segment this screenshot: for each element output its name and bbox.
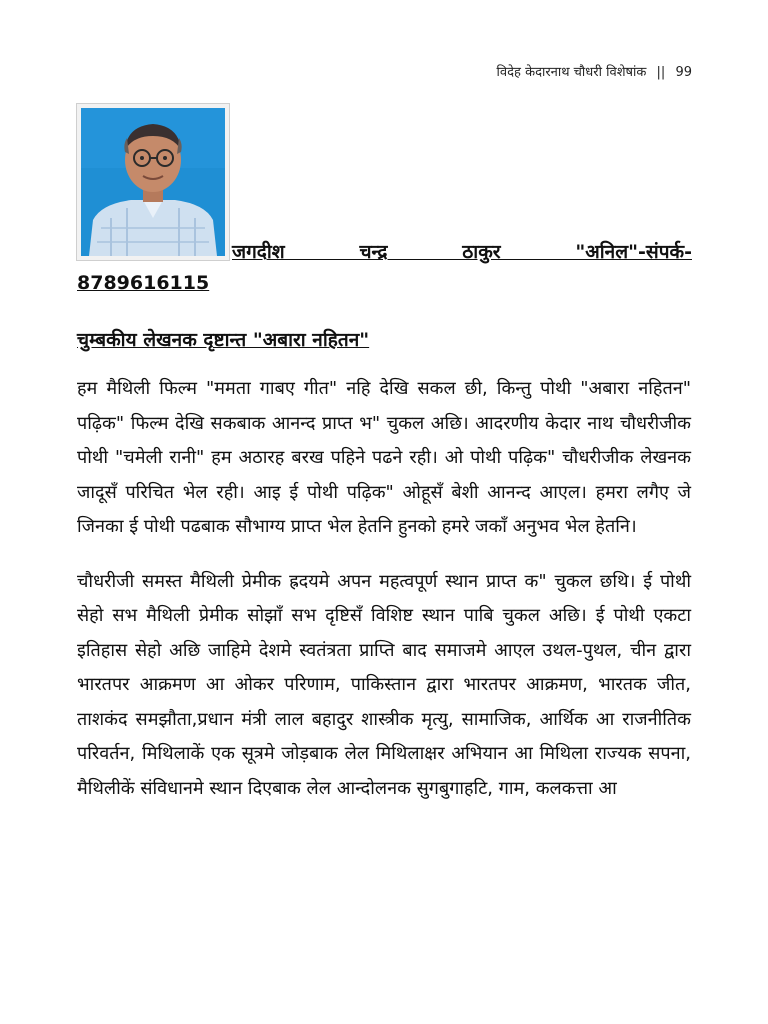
- paragraph: हम मैथिली फिल्म "ममता गाबए गीत" नहि देखि सकल छी, किन्तु पोथी "अबारा नहितन" पढ़िक" फिल्म देखि सकबाक आनन्द प्राप्त भ" चुकल अछि। आदरणीय केदार नाथ चौधरीजीक पोथी "चमेली रानी" हम अठारह बरख पहिने पढने रही। ओ पोथी पढ़िक" चौधरीजीक लेखनक जादूसँ परिचित भेल रही। आइ ई पोथी पढ़िक" ओहूसँ बेशी आनन्द आएल। हमरा लगैए जे जिनका ई पोथी पढबाक सौभाग्य प्राप्त भेल हेतनि हुनको हमरे जकाँ अनुभव भेल हेतनि।: [77, 378, 691, 537]
- page-number: 99: [675, 65, 692, 80]
- article-body: [77, 372, 691, 826]
- running-title: विदेह केदारनाथ चौधरी विशेषांक: [496, 65, 647, 80]
- paragraph: चौधरीजी समस्त मैथिली प्रेमीक ह्रदयमे अपन महत्वपूर्ण स्थान प्राप्त क" चुकल छथि। ई पोथी सेहो सभ मैथिली प्रेमीक सोझाँ सभ दृष्टिसँ विशिष्ट स्थान पाबि चुकल अछि। ई पोथी एकटा इतिहास सेहो अछि जाहिमे देशमे स्वतंत्रता प्राप्ति बाद समाजमे आएल उथल-पुथल, चीन द्वारा भारतपर आक्रमण आ ओकर परिणाम, पाकिस्तान द्वारा भारतपर आक्रमण, भारतक जीत, ताशकंद समझौता,प्रधान मंत्री लाल बहादुर शास्त्रीक मृत्यु, सामाजिक, आर्थिक आ राजनीतिक परिवर्तन, मिथिलाकें एक सूत्रमे जोड़बाक लेल मिथिलाक्षर अभियान आ मिथिला राज्यक सपना, मैथिलीकें संविधानमे स्थान दिएबाक लेल आन्दोलनक सुगबुगाहटि, गाम, कलकत्ता आ: [77, 570, 691, 799]
- author-phone: 8789616115: [77, 272, 210, 294]
- portrait-image: [81, 108, 225, 256]
- author-name-contact: जगदीश चन्द्र ठाकुर "अनिल"-संपर्क-: [232, 241, 692, 263]
- running-header: [497, 62, 692, 80]
- article-title: चुम्बकीय लेखनक दृष्टान्त "अबारा नहितन": [77, 329, 370, 351]
- author-photo: [77, 104, 229, 260]
- header-separator: ||: [656, 65, 666, 80]
